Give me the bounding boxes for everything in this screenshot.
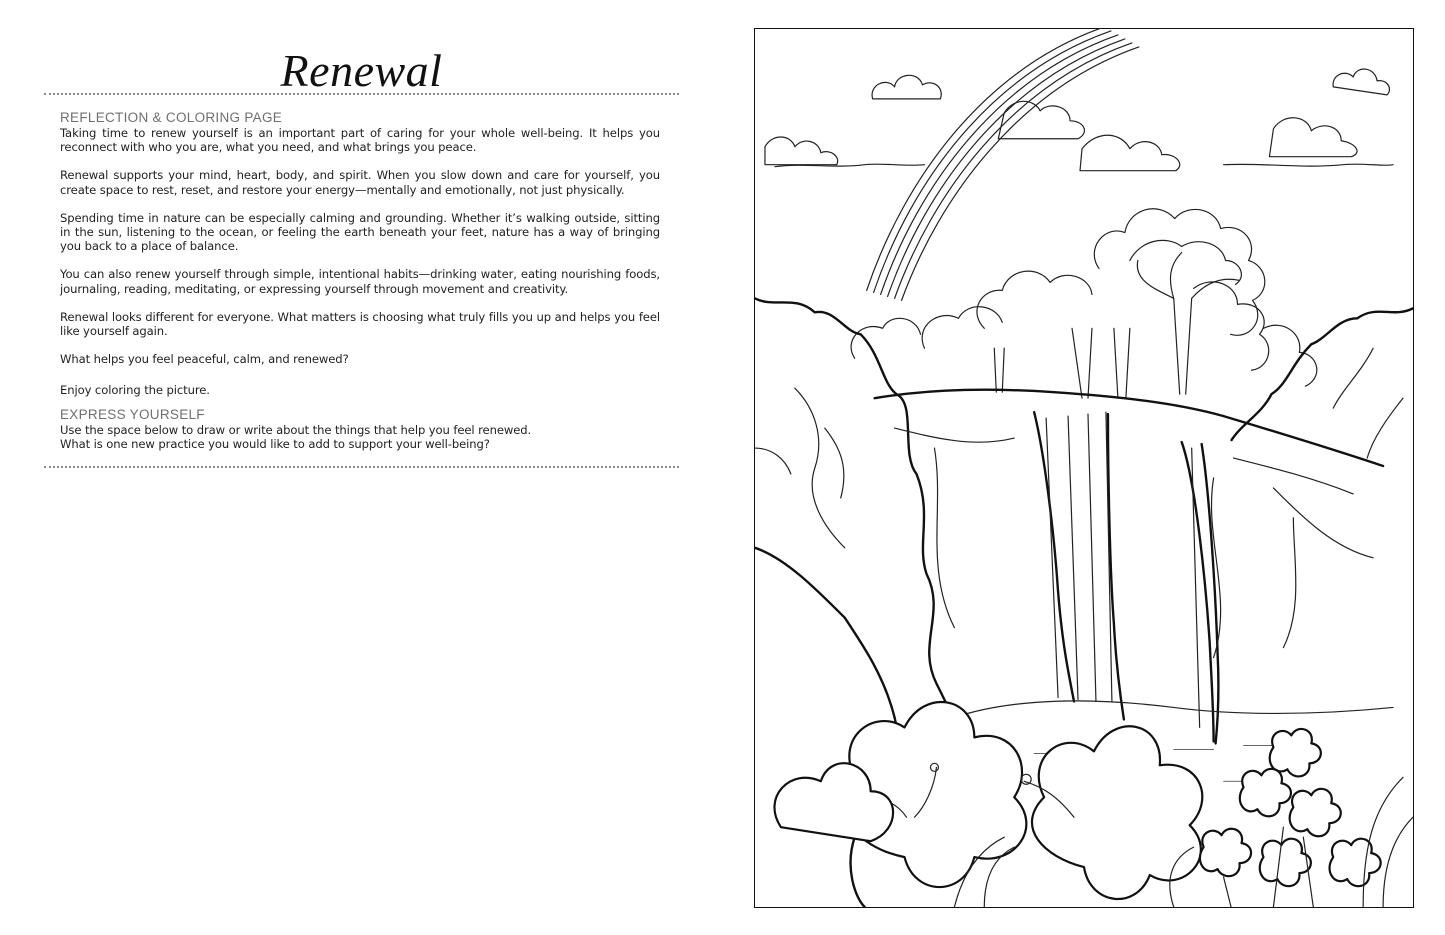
dotted-divider-bottom [44, 466, 679, 468]
hibiscus-flowers [774, 702, 1202, 899]
reflection-paragraph-3: Spending time in nature can be especially calming and grounding. Whether it’s walking outside, sitting in the sun, listening to the ocean, or feeling the earth beneath your feet, nature has a way of bringing you back to a place of balance. [60, 210, 660, 254]
reflection-paragraph-2: Renewal supports your mind, heart, body, and spirit. When you slow down and care for yourself, you create space to rest, reset, and restore your energy—mentally and emotionally, not just physically. [60, 168, 660, 197]
waterfall-line-art [755, 29, 1413, 907]
page-title: Renewal [280, 45, 443, 96]
forest-canopy [851, 209, 1317, 386]
sky-clouds [765, 69, 1393, 171]
coloring-illustration [754, 28, 1414, 908]
express-line-1: Use the space below to draw or write about the things that help you feel renewed. [60, 422, 532, 437]
reflection-paragraph-4: You can also renew yourself through simple, intentional habits—drinking water, eating nourishing foods, journaling, reading, meditating, or expressing yourself through movement and creativity. [60, 267, 660, 296]
right-forest [1232, 308, 1413, 458]
text-page [0, 0, 720, 935]
dotted-divider-top [44, 93, 679, 95]
waterfall [875, 390, 1383, 744]
reflection-paragraph-5: Renewal looks different for everyone. What matters is choosing what truly fills you up and helps you feel like yourself again. [60, 309, 660, 339]
express-heading: EXPRESS YOURSELF [60, 406, 205, 422]
reflection-heading: REFLECTION & COLORING PAGE [60, 110, 283, 125]
reflection-question: What helps you feel peaceful, calm, and renewed? [60, 352, 349, 367]
trees [994, 240, 1241, 398]
small-flowers [1200, 729, 1381, 907]
express-line-2: What is one new practice you would like to add to support your well-being? [60, 436, 490, 451]
coloring-prompt: Enjoy coloring the picture. [60, 383, 210, 398]
reflection-section [60, 110, 660, 451]
reflection-paragraph-1: Taking time to renew yourself is an important part of caring for your whole well-being. It helps you reconnect with who you are, what you need, and what brings you peace. [60, 126, 660, 155]
